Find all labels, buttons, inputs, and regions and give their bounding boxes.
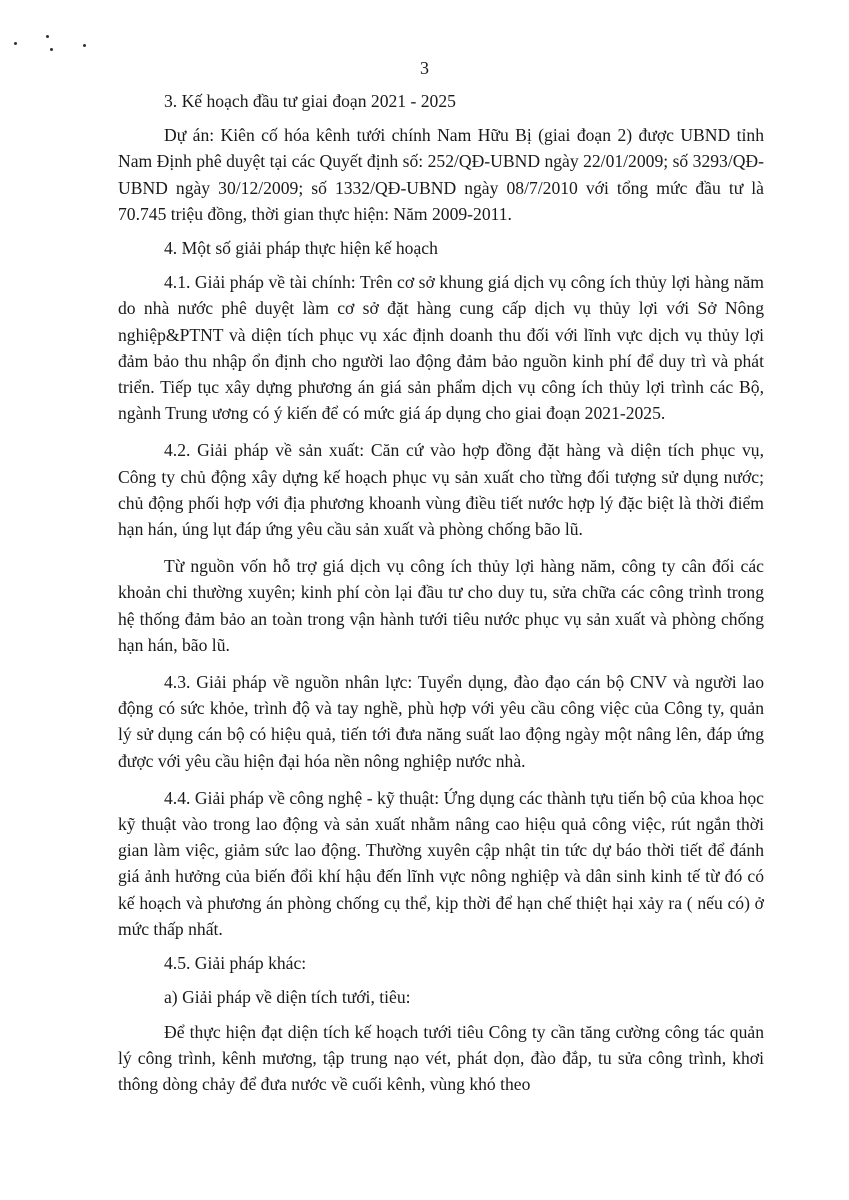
paragraph-financial-solution: 4.1. Giải pháp về tài chính: Trên cơ sở khung giá dịch vụ công ích thủy lợi hàng năm do nhà nước phê duyệt làm cơ sở đặt hàng cung cấp dịch vụ thủy lợi với Sở Nông nghiệp&PTNT và diện tích phục vụ xác định doanh thu đối với lĩnh vực dịch vụ thủy lợi đảm bảo thu nhập ổn định cho người lao động đảm bảo nguồn kinh phí để duy trì và phát triển. Tiếp tục xây dựng phương án giá sản phẩm dịch vụ công ích thủy lợi trình các Bộ, ngành Trung ương có ý kiến để có mức giá áp dụng cho giai đoạn 2021-2025.: [118, 272, 764, 424]
document-body: [118, 88, 764, 1097]
paragraph-production-solution: 4.2. Giải pháp về sản xuất: Căn cứ vào hợp đồng đặt hàng và diện tích phục vụ, Công ty chủ động xây dựng kế hoạch phục vụ sản xuất cho từng đối tượng sử dụng nước; chủ động phối hợp với địa phương khoanh vùng điều tiết nước hợp lý đặc biệt là thời điểm hạn hán, úng lụt đáp ứng yêu cầu sản xuất và phòng chống bão lũ.: [118, 440, 764, 540]
scan-speck: [46, 35, 49, 38]
page-number: 3: [420, 58, 429, 78]
section-heading-solutions: 4. Một số giải pháp thực hiện kế hoạch: [164, 238, 438, 259]
paragraph-funding-source: Từ nguồn vốn hỗ trợ giá dịch vụ công ích thủy lợi hàng năm, công ty cân đối các khoản chi thường xuyên; kinh phí còn lại đầu tư cho duy tu, sửa chữa các công trình trong hệ thống đảm bảo an toàn trong vận hành tưới tiêu nước phục vụ sản xuất và phòng chống hạn hán, bão lũ.: [118, 556, 764, 655]
paragraph-technology-solution: 4.4. Giải pháp về công nghệ - kỹ thuật: Ứng dụng các thành tựu tiến bộ của khoa học kỹ thuật vào trong lao động và sản xuất nhằm nâng cao hiệu quả công việc, rút ngắn thời gian làm việc, giảm sức lao động. Thường xuyên cập nhật tin tức dự báo thời tiết để đánh giá ảnh hưởng của biến đổi khí hậu đến lĩnh vực nông nghiệp và dân sinh kinh tế từ đó có kế hoạch và phương án phòng chống cụ thể, kịp thời để hạn chế thiệt hại xảy ra ( nếu có) ở mức thấp nhất.: [118, 787, 764, 939]
scan-speck: [83, 44, 86, 47]
paragraph-project: Dự án: Kiên cố hóa kênh tưới chính Nam Hữu Bị (giai đoạn 2) được UBND tỉnh Nam Định phê duyệt tại các Quyết định số: 252/QĐ-UBND ngày 22/01/2009; số 3293/QĐ-UBND ngày 30/12/2009; số 1332/QĐ-UBND ngày 08/7/2010 với tổng mức đầu tư là 70.745 triệu đồng, thời gian thực hiện: Năm 2009-2011.: [118, 125, 764, 224]
section-heading-investment-plan: 3. Kế hoạch đầu tư giai đoạn 2021 - 2025: [164, 91, 456, 111]
heading-irrigation-area: a) Giải pháp về diện tích tưới, tiêu:: [164, 987, 411, 1008]
heading-other-solutions: 4.5. Giải pháp khác:: [164, 953, 307, 974]
scan-speck: [50, 48, 53, 51]
scan-speck: [14, 42, 17, 45]
paragraph-human-resources: 4.3. Giải pháp về nguồn nhân lực: Tuyển dụng, đào đạo cán bộ CNV và người lao động có sức khỏe, trình độ và tay nghề, phù hợp với yêu cầu công việc của Công ty, quản lý sử dụng cán bộ có hiệu quả, tiến tới đưa năng suất lao động ngày một nâng lên, đáp ứng được với yêu cầu hiện đại hóa nền nông nghiệp nước nhà.: [118, 672, 764, 771]
paragraph-irrigation-area: Để thực hiện đạt diện tích kế hoạch tưới tiêu Công ty cần tăng cường công tác quản lý công trình, kênh mương, tập trung nạo vét, phát dọn, đào đắp, tu sửa công trình, khơi thông dòng chảy để đưa nước về cuối kênh, vùng khó theo: [118, 1021, 764, 1094]
